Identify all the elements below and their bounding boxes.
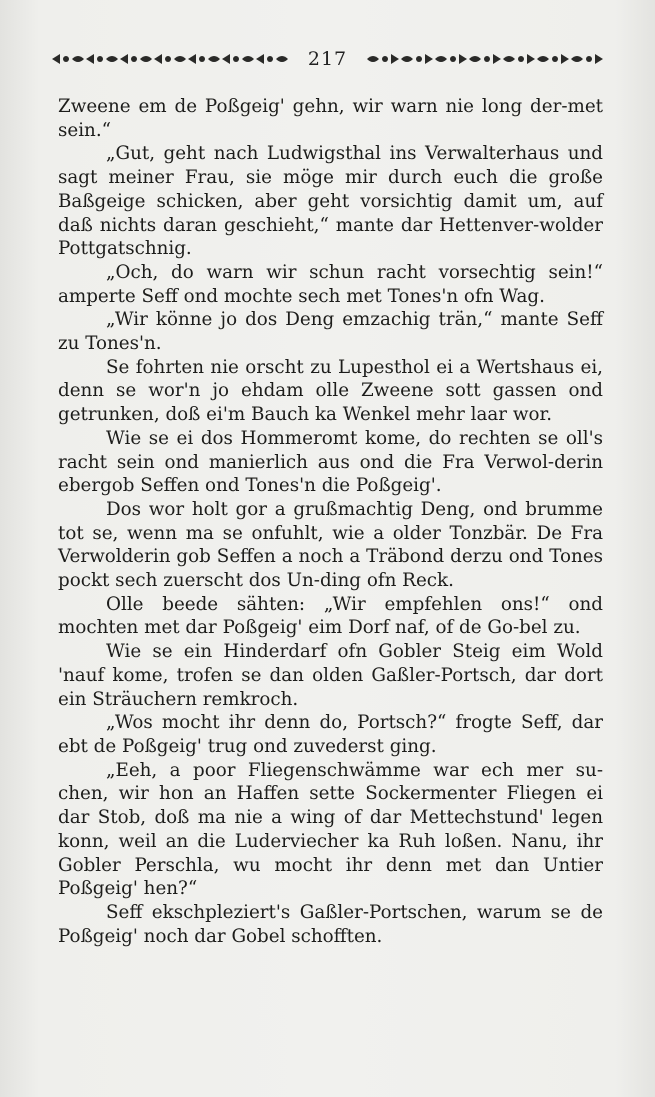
- paragraph: Olle beede sähten: „Wir empfehlen ons!“ ond mochten met dar Poßgeig' eim Dorf naf, of de Go-bel zu.: [58, 593, 603, 639]
- paragraph: „Wos mocht ihr denn do, Portsch?“ frogte Seff, dar ebt de Poßgeig' trug ond zuvederst ging.: [58, 712, 603, 757]
- right-ornament-band: [365, 51, 605, 67]
- paragraph: „Eeh, a poor Fliegenschwämme war ech mer su-chen, wir hon an Haffen sette Sockermenter Fliegen ei dar Stob, doß ma nie a wing of dar Mettechstund' legen konn, weil an die Luderviecher ka Ruh loßen. Nanu, ihr Gobler Perschla, wu mocht ihr denn met dan Untier Poßgeig' hen?“: [58, 759, 603, 900]
- running-header: [50, 42, 605, 76]
- page-number: 217: [307, 48, 348, 70]
- paragraph: Dos wor holt gor a grußmachtig Deng, ond brumme tot se, wenn ma se onfuhlt, wie a older Tonzbär. De Fra Verwolderin gob Seffen a noch a Träbond derzu ond Tones pockt sech zuerscht dos Un-ding ofn Reck.: [58, 498, 603, 592]
- paragraph: „Wir könne jo dos Deng emzachig trän,“ mante Seff zu Tones'n.: [58, 309, 603, 355]
- paragraph: Zweene em de Poßgeig' gehn, wir warn nie long der-met sein.“: [58, 96, 603, 141]
- body-text: [58, 95, 603, 948]
- paragraph: Wie se ein Hinderdarf ofn Gobler Steig eim Wold 'nauf kome, trofen se dan olden Gaßler-Portsch, dar dort ein Sträuchern remkroch.: [58, 641, 603, 710]
- paragraph: Seff ekschpleziert's Gaßler-Portschen, warum se de Poßgeig' noch dar Gobel schofften.: [58, 901, 603, 947]
- left-ornament-band: [50, 51, 290, 67]
- paragraph: Wie se ei dos Hommeromt kome, do rechten se oll's racht sein ond manierlich aus ond die Fra Verwol-derin ebergob Seffen ond Tones'n die Poßgeig'.: [58, 427, 603, 497]
- paragraph: Se fohrten nie orscht zu Lupesthol ei a Wertshaus ei, denn se wor'n jo ehdam olle Zweene sott gassen ond getrunken, doß ei'm Bauch ka Wenkel mehr laar wor.: [58, 356, 603, 426]
- paragraph: „Och, do warn wir schun racht vorsechtig sein!“ amperte Seff ond mochte sech met Tones'n ofn Wag.: [58, 261, 603, 307]
- paragraph: „Gut, geht nach Ludwigsthal ins Verwalterhaus und sagt meiner Frau, sie möge mir durch euch die große Baßgeige schicken, aber geht vorsichtig damit um, auf daß nichts daran geschieht,“ mante dar Hettenver-wolder Pottgatschnig.: [58, 143, 603, 260]
